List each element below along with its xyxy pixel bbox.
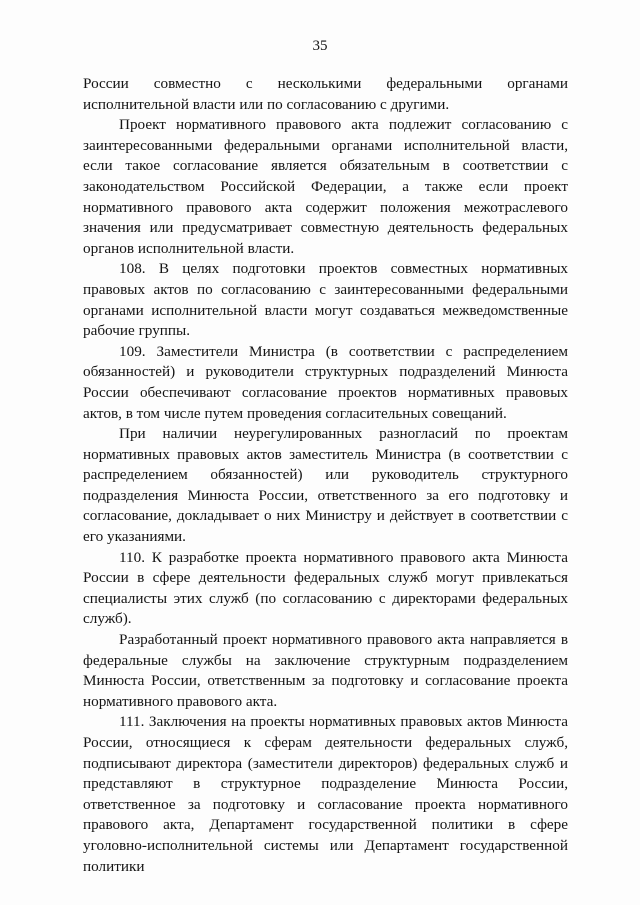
paragraph-110: 110. К разработке проекта нормативного правового акта Минюста России в сфере деятельности федеральных служб могут привлекаться специалисты этих служб (по согласованию с директорами федеральных служб). xyxy=(83,548,568,628)
page-number: 35 xyxy=(312,38,328,54)
paragraph-109: 109. Заместители Министра (в соответствии с распределением обязанностей) и руководители структурных подразделений Минюста России обеспечивают согласование проектов нормативных правовых актов, в том числе путем проведения согласительных совещаний. xyxy=(83,342,568,422)
document-body xyxy=(83,74,568,877)
paragraph-draft-approval: Проект нормативного правового акта подлежит согласованию с заинтересованными федеральными органами исполнительной власти, если такое согласование является обязательным в соответствии с законодательством Российской Федерации, а также если проект нормативного правового акта содержит положения межотраслевого значения или предусматривает совместную деятельность федеральных органов исполнительной власти. xyxy=(83,116,568,257)
paragraph-disagreements: При наличии неурегулированных разногласий по проектам нормативных правовых актов заместитель Министра (в соответствии с распределением обязанностей) или руководитель структурного подразделения Минюста России, ответственного за его подготовку и согласование, докладывает о них Министру и действует в соответствии с его указаниями. xyxy=(83,425,568,546)
paragraph-108: 108. В целях подготовки проектов совместных нормативных правовых актов по согласованию с заинтересованными федеральными органами исполнительной власти могут создаваться межведомственные рабочие группы. xyxy=(83,260,568,340)
paragraph-draft-sent: Разработанный проект нормативного правового акта направляется в федеральные службы на заключение структурным подразделением Минюста России, ответственным за подготовку и согласование проекта нормативного правового акта. xyxy=(83,631,568,710)
paragraph-111: 111. Заключения на проекты нормативных правовых актов Минюста России, относящиеся к сферам деятельности федеральных служб, подписывают директора (заместители директоров) федеральных служб и представляют в структурное подразделение Минюста России, ответственное за подготовку и согласование проекта нормативного правового акта, Департамент государственной политики в сфере уголовно-исполнительной системы или Департамент государственной политики xyxy=(83,713,568,875)
paragraph-continuation: России совместно с несколькими федеральными органами исполнительной власти или по согласованию с другими. xyxy=(83,75,568,113)
